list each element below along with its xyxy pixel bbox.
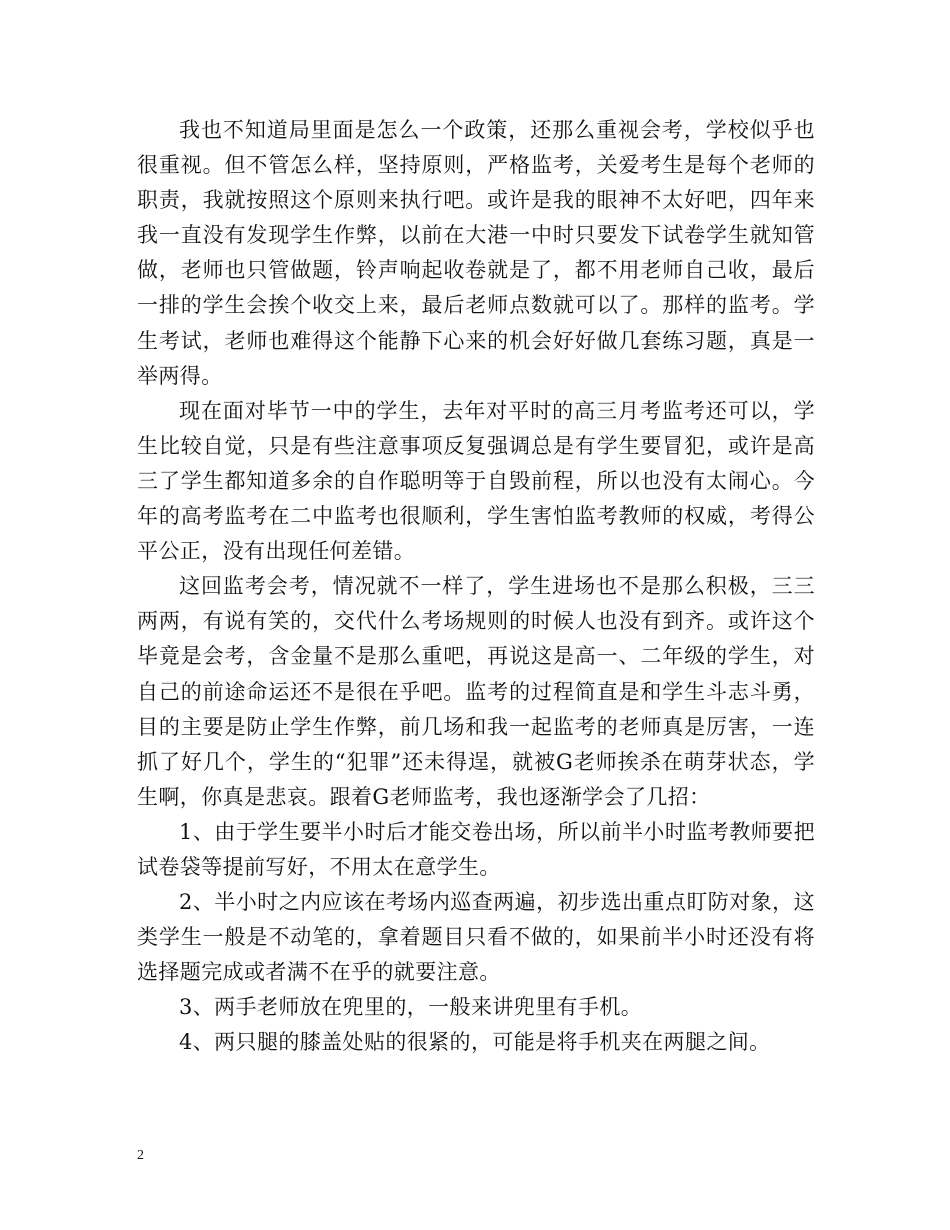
list-item-1: 1、由于学生要半小时后才能交卷出场，所以前半小时监考教师要把试卷袋等提前写好，不用太在意学生。 [137, 819, 815, 879]
list-item-2: 2、半小时之内应该在考场内巡查两遍，初步选出重点盯防对象，这类学生一般是不动笔的，拿着题目只看不做的，如果前半小时还没有将选择题完成或者满不在乎的就要注意。 [137, 890, 815, 985]
list-item-3: 3、两手老师放在兜里的，一般来讲兜里有手机。 [179, 995, 643, 1020]
paragraph-1: 我也不知道局里面是怎么一个政策，还那么重视会考，学校似乎也很重视。但不管怎么样，坚持原则，严格监考，关爱考生是每个老师的职责，我就按照这个原则来执行吧。或许是我的眼神不太好吧，四年来我一直没有发现学生作弊，以前在大港一中时只要发下试卷学生就知管做，老师也只管做题，铃声响起收卷就是了，都不用老师自己收，最后一排的学生会挨个收交上来，最后老师点数就可以了。那样的监考。学生考试，老师也难得这个能静下心来的机会好好做几套练习题，真是一举两得。 [137, 118, 815, 388]
paragraph-3: 这回监考会考，情况就不一样了，学生进场也不是那么积极，三三两两，有说有笑的，交代什么考场规则的时候人也没有到齐。或许这个毕竟是会考，含金量不是那么重吧，再说这是高一、二年级的学生，对自己的前途命运还不是很在乎吧。监考的过程简直是和学生斗志斗勇，目的主要是防止学生作弊，前几场和我一起监考的老师真是厉害，一连抓了好几个，学生的“犯罪”还未得逞，就被G老师挨杀在萌芽状态，学生啊，你真是悲哀。跟着G老师监考，我也逐渐学会了几招： [137, 574, 815, 809]
list-item-4: 4、两只腿的膝盖处贴的很紧的，可能是将手机夹在两腿之间。 [179, 1030, 771, 1055]
body-text [137, 113, 815, 1061]
page-number: 2 [137, 1148, 144, 1163]
paragraph-2: 现在面对毕节一中的学生，去年对平时的高三月考监考还可以，学生比较自觉，只是有些注意事项反复强调总是有学生要冒犯，或许是高三了学生都知道多余的自作聪明等于自毁前程，所以也没有太闹心。今年的高考监考在二中监考也很顺利，学生害怕监考教师的权威，考得公平公正，没有出现任何差错。 [137, 398, 815, 564]
